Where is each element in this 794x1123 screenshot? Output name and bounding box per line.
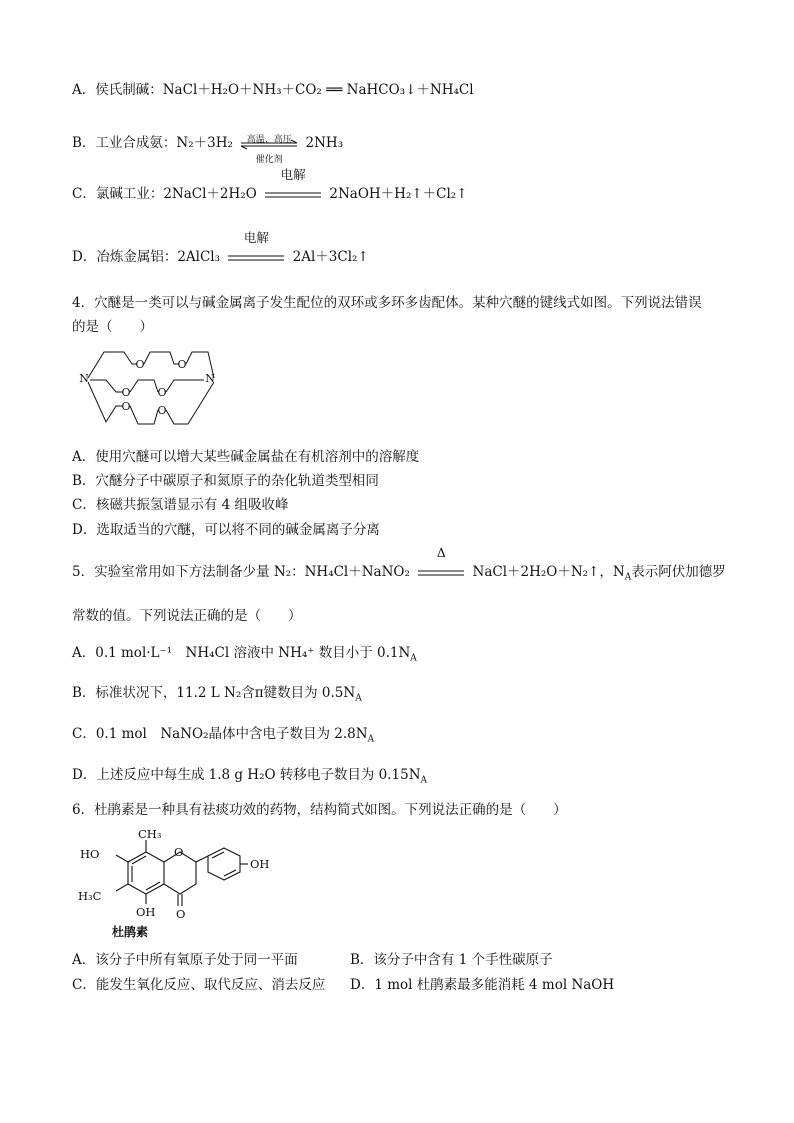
option-3b-prefix: B．工业合成氨：N₂＋3H₂ bbox=[72, 135, 233, 151]
q5-option-a bbox=[72, 643, 417, 669]
q5-option-b-text: B．标准状况下，11.2 L N₂含π键数目为 0.5N bbox=[72, 685, 356, 701]
q5-stem-prefix: 5．实验室常用如下方法制备少量 N₂：NH₄Cl＋NaNO₂ bbox=[72, 564, 410, 580]
double-line-icon bbox=[226, 248, 286, 268]
q4-option-a: A．使用穴醚可以增大某些碱金属盐在有机溶剂中的溶解度 bbox=[72, 449, 420, 465]
compound-name: 杜鹃素 bbox=[112, 925, 149, 939]
option-3d bbox=[72, 229, 369, 268]
label-ho-top: HO bbox=[80, 847, 100, 861]
q6-option-c: C．能发生氧化反应、取代反应、消去反应 bbox=[72, 977, 326, 993]
q5-option-d bbox=[72, 765, 427, 791]
n-atom-right: N bbox=[205, 372, 215, 385]
label-oh-right: OH bbox=[250, 857, 270, 871]
q6-option-d: D．1 mol 杜鹃素最多能消耗 4 mol NaOH bbox=[350, 977, 615, 993]
q5-option-c-text: C．0.1 mol NaNO₂晶体中含电子数目为 2.8N bbox=[72, 726, 368, 742]
label-ch3-top: CH₃ bbox=[138, 828, 162, 841]
condition-bottom-label: 催化剂 bbox=[255, 154, 283, 165]
q4-stem-line1: 4．穴醚是一类可以与碱金属离子发生配位的双环或多环多齿配体。某种穴醚的键线式如图。下列说法错误 bbox=[72, 295, 702, 311]
rhododendrin-structure bbox=[76, 828, 276, 940]
q5-option-a-text: A．0.1 mol·L⁻¹ NH₄Cl 溶液中 NH₄⁺ 数目小于 0.1N bbox=[72, 645, 411, 661]
electrolysis-equals bbox=[263, 166, 323, 205]
svg-text:O: O bbox=[135, 358, 145, 371]
svg-text:O: O bbox=[157, 404, 167, 417]
n-atom-left: N bbox=[79, 372, 89, 385]
svg-text:O: O bbox=[177, 358, 187, 371]
label-h3c: H₃C bbox=[78, 889, 102, 903]
avogadro-sub: A bbox=[420, 775, 428, 786]
q5-stem-line2: 常数的值。下列说法正确的是（ ） bbox=[72, 608, 302, 624]
heat-label: Δ bbox=[436, 544, 446, 560]
label-oh-bottom: OH bbox=[136, 905, 156, 919]
q4-option-b: B．穴醚分子中碳原子和氮原子的杂化轨道类型相同 bbox=[72, 473, 379, 489]
electrolysis-equals-d bbox=[226, 229, 286, 268]
avogadro-sub: A bbox=[410, 653, 417, 664]
q4-stem-line2: 的是（ ） bbox=[72, 319, 153, 335]
svg-text:O: O bbox=[157, 386, 167, 399]
option-3d-suffix: 2Al＋3Cl₂↑ bbox=[292, 249, 369, 265]
q5-option-b bbox=[72, 683, 362, 709]
option-3b bbox=[72, 133, 344, 165]
q6-stem: 6．杜鹃素是一种具有祛痰功效的药物，结构简式如图。下列说法正确的是（ ） bbox=[72, 802, 567, 818]
option-3c-prefix: C．氯碱工业：2NaCl＋2H₂O bbox=[72, 186, 257, 202]
label-o-ring: O bbox=[174, 845, 184, 859]
svg-text:O: O bbox=[121, 400, 131, 413]
q5-option-d-text: D．上述反应中每生成 1.8 g H₂O 转移电子数目为 0.15N bbox=[72, 767, 421, 783]
option-3d-prefix: D．冶炼金属铝：2AlCl₃ bbox=[72, 249, 221, 265]
q5-stem-line1 bbox=[72, 544, 726, 588]
cryptand-structure bbox=[76, 344, 226, 434]
q4-option-c: C．核磁共振氢谱显示有 4 组吸收峰 bbox=[72, 497, 289, 513]
double-line-icon bbox=[416, 563, 466, 583]
electrolysis-label: 电解 bbox=[280, 166, 306, 182]
q4-option-d: D．选取适当的穴醚，可以将不同的碱金属离子分离 bbox=[72, 522, 380, 538]
option-3c-suffix: 2NaOH＋H₂↑＋Cl₂↑ bbox=[329, 186, 468, 202]
q5-option-c bbox=[72, 724, 374, 750]
electrolysis-label-d: 电解 bbox=[243, 229, 269, 245]
double-line-icon bbox=[263, 185, 323, 205]
condition-top-label: 高温、高压 bbox=[246, 134, 292, 145]
svg-text:O: O bbox=[121, 386, 131, 399]
q5-stem-sub: A bbox=[624, 572, 632, 583]
option-3c bbox=[72, 166, 468, 205]
q5-stem-suffix: NaCl＋2H₂O＋N₂↑，N bbox=[472, 564, 625, 580]
reversible-arrow bbox=[239, 134, 299, 165]
option-3b-suffix: 2NH₃ bbox=[305, 135, 344, 151]
q6-option-a: A．该分子中所有氧原子处于同一平面 bbox=[72, 952, 298, 968]
q6-option-b: B．该分子中含有 1 个手性碳原子 bbox=[350, 952, 553, 968]
label-o-ketone: O bbox=[176, 907, 186, 921]
heat-equals bbox=[416, 544, 466, 583]
avogadro-sub: A bbox=[355, 693, 362, 704]
avogadro-sub: A bbox=[367, 734, 375, 745]
q5-stem-end: 表示阿伏加德罗 bbox=[631, 564, 726, 580]
option-3a-text: A．侯氏制碱：NaCl＋H₂O＋NH₃＋CO₂ ══ NaHCO₃↓＋NH₄Cl bbox=[72, 82, 474, 98]
option-3a bbox=[72, 80, 474, 100]
